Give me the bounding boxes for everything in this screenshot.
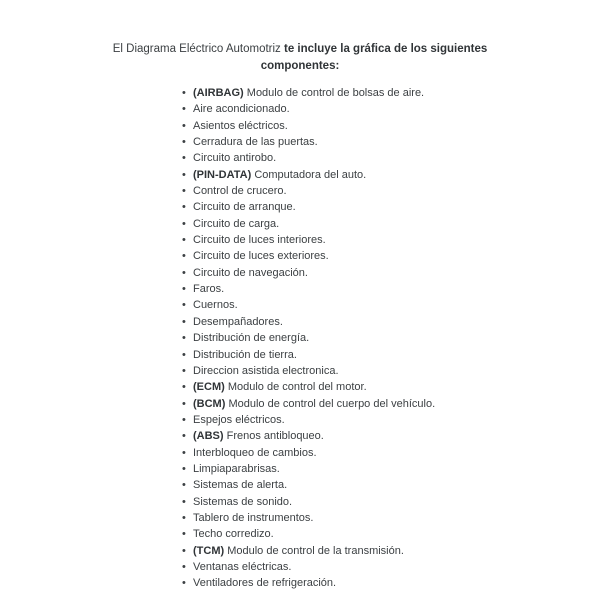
list-item [193, 412, 435, 428]
component-label: Circuito de carga. [193, 217, 280, 230]
component-label: Circuito de luces interiores. [193, 234, 326, 247]
component-label: Cerradura de las puertas. [193, 136, 318, 149]
component-label: Direccion asistida electronica. [193, 364, 339, 377]
component-list [193, 85, 435, 592]
component-label: Ventiladores de refrigeración. [193, 577, 337, 590]
component-code: (AIRBAG) [193, 87, 247, 99]
component-label: Asientos eléctricos. [193, 119, 288, 132]
component-label: Faros. [193, 283, 225, 296]
component-label: Interbloqueo de cambios. [193, 446, 317, 459]
component-code: (TCM) [193, 544, 228, 557]
list-item [193, 477, 435, 493]
list-item [193, 150, 435, 166]
component-label: Ventanas eléctricas. [193, 560, 292, 573]
component-label: Aire acondicionado. [193, 103, 290, 116]
list-item [193, 379, 435, 395]
list-item [193, 575, 435, 591]
list-item [193, 428, 435, 444]
component-label: Desempañadores. [193, 315, 283, 328]
title-bold-text-1: te incluye la gráfica de los siguientes [284, 43, 488, 55]
component-label: Techo corredizo. [193, 528, 274, 541]
component-label: Modulo de control de la transmisión. [227, 544, 404, 557]
list-item [193, 199, 435, 215]
component-label: Circuito de arranque. [193, 201, 296, 214]
list-item [193, 232, 435, 248]
list-item [193, 134, 435, 150]
list-item [193, 396, 435, 412]
list-item [193, 330, 435, 346]
list-item [193, 494, 435, 510]
component-label: Tablero de instrumentos. [193, 511, 314, 524]
page-title [0, 41, 600, 75]
component-label: Distribución de tierra. [193, 348, 297, 361]
list-item [193, 281, 435, 297]
component-label: Frenos antibloqueo. [226, 430, 324, 443]
component-label: Sistemas de sonido. [193, 495, 293, 508]
component-code: (ECM) [193, 381, 228, 394]
list-item [193, 167, 435, 183]
list-item [193, 265, 435, 281]
component-label: Circuito de luces exteriores. [193, 250, 329, 263]
component-label: Circuito de navegación. [193, 266, 308, 279]
component-label: Computadora del auto. [254, 168, 367, 181]
list-item [193, 248, 435, 264]
list-item [193, 183, 435, 199]
component-code: (PIN-DATA) [193, 168, 255, 181]
list-item [193, 461, 435, 477]
component-label: Modulo de control del motor. [227, 381, 367, 394]
list-item [193, 118, 435, 134]
list-item [193, 445, 435, 461]
component-code: (BCM) [193, 397, 229, 410]
list-item [193, 85, 435, 101]
title-regular-text: El Diagrama Eléctrico Automotriz [112, 43, 281, 55]
list-item [193, 314, 435, 330]
list-item [193, 347, 435, 363]
list-item [193, 297, 435, 313]
list-item [193, 526, 435, 542]
component-label: Sistemas de alerta. [193, 479, 288, 492]
list-item [193, 216, 435, 232]
component-label: Limpiaparabrisas. [193, 462, 280, 475]
component-label: Espejos eléctricos. [193, 413, 285, 426]
component-code: (ABS) [193, 430, 227, 443]
list-item [193, 510, 435, 526]
component-label: Modulo de control del cuerpo del vehículo. [228, 397, 436, 410]
component-label: Modulo de control de bolsas de aire. [246, 87, 425, 99]
component-label: Circuito antirobo. [193, 152, 277, 165]
list-item [193, 101, 435, 117]
component-label: Cuernos. [193, 299, 238, 312]
list-item [193, 559, 435, 575]
title-line-1 [113, 43, 488, 55]
list-item [193, 363, 435, 379]
component-label: Control de crucero. [193, 185, 287, 198]
list-item [193, 543, 435, 559]
title-bold-text-2: componentes: [260, 60, 340, 72]
component-label: Distribución de energía. [193, 332, 310, 345]
